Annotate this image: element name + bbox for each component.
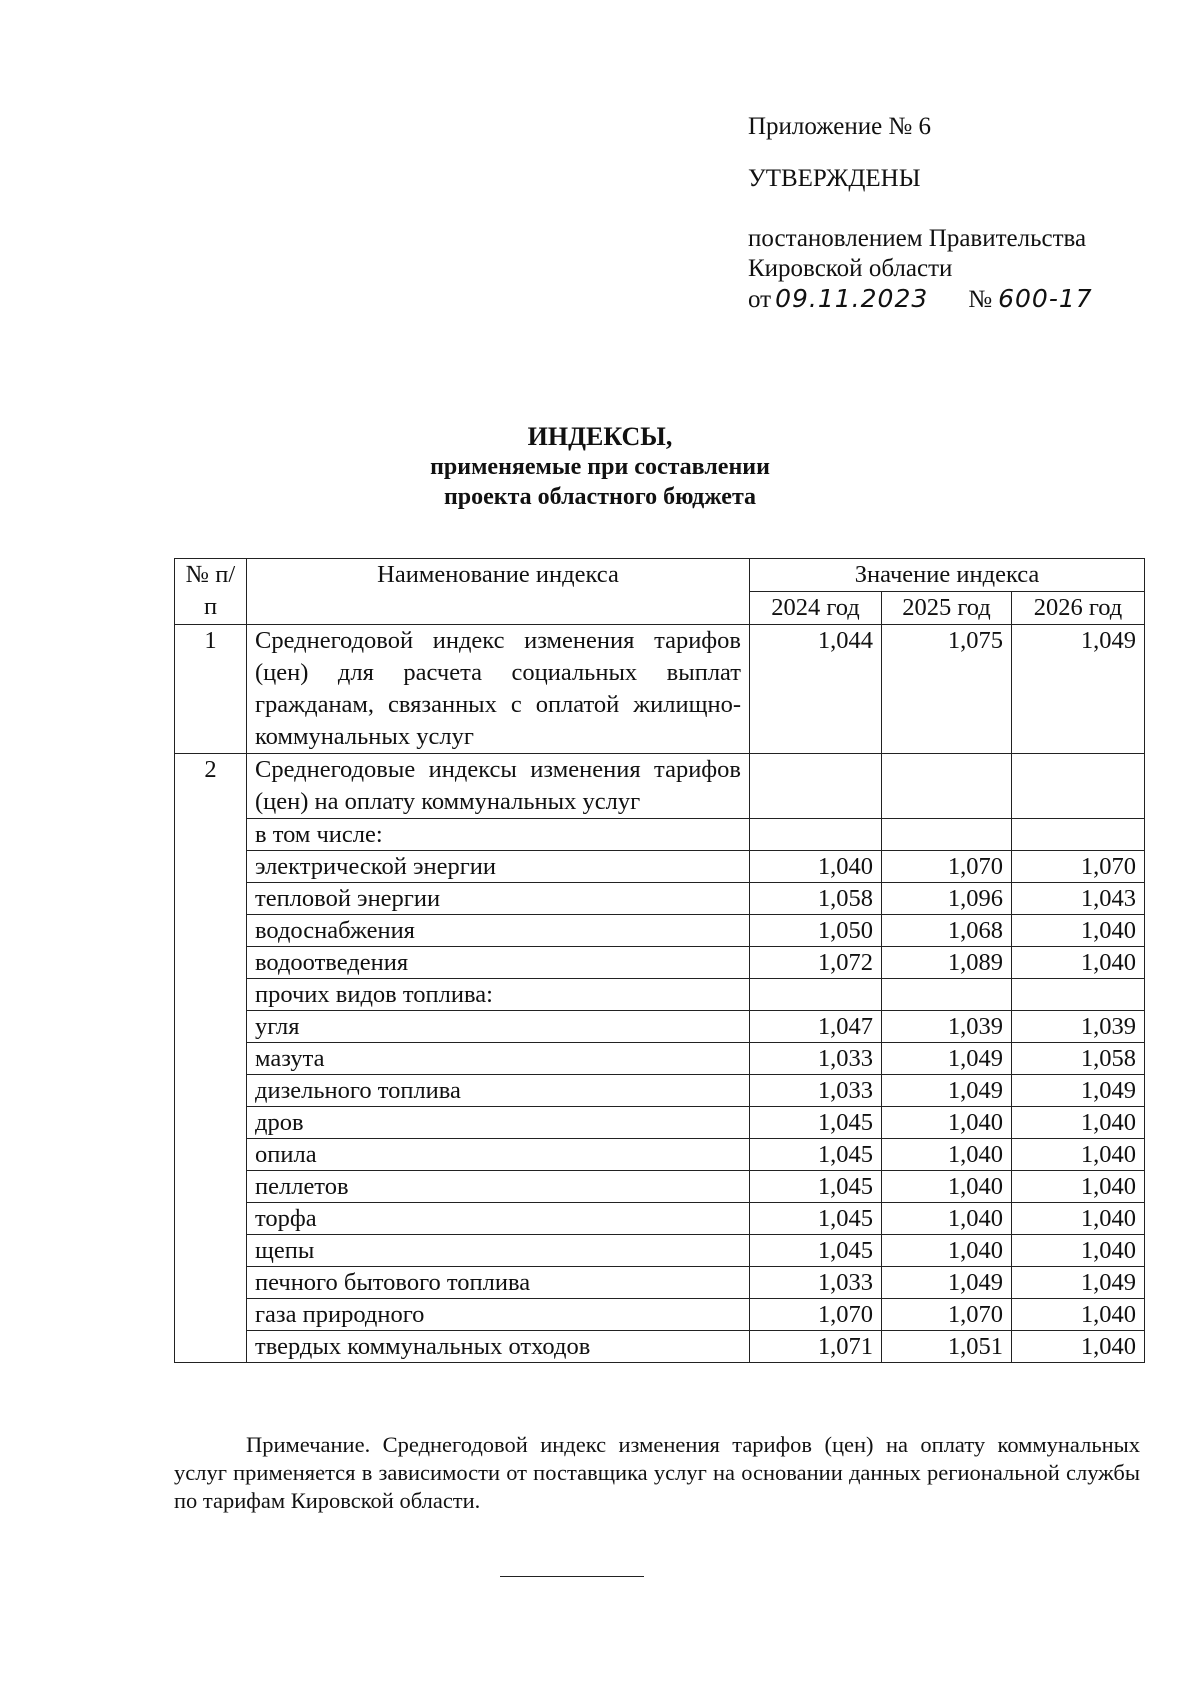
row-name: торфа xyxy=(247,1203,750,1235)
table-row xyxy=(175,1235,1145,1267)
row-number: 2 xyxy=(175,754,247,819)
header-no: № п/п xyxy=(175,559,247,625)
table-row xyxy=(175,819,1145,851)
row-name: электрической энергии xyxy=(247,851,750,883)
value-2025 xyxy=(882,979,1012,1011)
value-2024: 1,040 xyxy=(750,851,882,883)
value-2024: 1,044 xyxy=(750,625,882,754)
row-number xyxy=(175,915,247,947)
table-row xyxy=(175,1139,1145,1171)
title-main: ИНДЕКСЫ, xyxy=(527,422,673,451)
value-2024: 1,045 xyxy=(750,1235,882,1267)
approved-label: УТВЕРЖДЕНЫ xyxy=(748,165,921,192)
table-row xyxy=(175,1267,1145,1299)
row-name: газа природного xyxy=(247,1299,750,1331)
header-year-2026: 2026 год xyxy=(1012,592,1145,625)
table-row xyxy=(175,1107,1145,1139)
row-name: дров xyxy=(247,1107,750,1139)
value-2026: 1,049 xyxy=(1012,625,1145,754)
header-name: Наименование индекса xyxy=(247,559,750,625)
value-2026: 1,040 xyxy=(1012,1331,1145,1363)
value-2025: 1,039 xyxy=(882,1011,1012,1043)
header-year-2025: 2025 год xyxy=(882,592,1012,625)
value-2024 xyxy=(750,754,882,819)
approved-by-line2: Кировской области xyxy=(748,255,953,282)
table-row xyxy=(175,1203,1145,1235)
number-prefix: № xyxy=(968,286,993,313)
row-number xyxy=(175,1203,247,1235)
table-row xyxy=(175,1299,1145,1331)
footnote: Примечание. Среднегодовой индекс изменения тарифов (цен) на оплату коммунальных услуг применяется в зависимости от поставщика услуг на основании данных региональной службы по тарифам Кировской области. xyxy=(174,1432,1140,1513)
value-2026: 1,040 xyxy=(1012,1203,1145,1235)
value-2026: 1,049 xyxy=(1012,1267,1145,1299)
value-2026: 1,040 xyxy=(1012,1139,1145,1171)
appendix-label: Приложение № 6 xyxy=(748,113,932,140)
value-2024: 1,050 xyxy=(750,915,882,947)
value-2025: 1,070 xyxy=(882,851,1012,883)
value-2025: 1,068 xyxy=(882,915,1012,947)
row-name: щепы xyxy=(247,1235,750,1267)
value-2025: 1,049 xyxy=(882,1267,1012,1299)
table-row xyxy=(175,625,1145,754)
value-2026 xyxy=(1012,819,1145,851)
value-2025: 1,040 xyxy=(882,1203,1012,1235)
row-number xyxy=(175,851,247,883)
table-row xyxy=(175,851,1145,883)
table-row xyxy=(175,947,1145,979)
table-row xyxy=(175,1043,1145,1075)
value-2026: 1,040 xyxy=(1012,1171,1145,1203)
row-number xyxy=(175,1299,247,1331)
table-row xyxy=(175,915,1145,947)
value-2026: 1,070 xyxy=(1012,851,1145,883)
date-prefix: от xyxy=(748,286,772,313)
value-2025: 1,070 xyxy=(882,1299,1012,1331)
end-rule xyxy=(500,1576,644,1577)
table-row xyxy=(175,754,1145,819)
row-name: опила xyxy=(247,1139,750,1171)
row-number xyxy=(175,1267,247,1299)
row-number xyxy=(175,1331,247,1363)
value-2026 xyxy=(1012,754,1145,819)
value-2025 xyxy=(882,754,1012,819)
value-2025 xyxy=(882,819,1012,851)
row-name: мазута xyxy=(247,1043,750,1075)
value-2024: 1,058 xyxy=(750,883,882,915)
table-row xyxy=(175,1075,1145,1107)
title-line3: проекта областного бюджета xyxy=(443,484,757,510)
row-name: дизельного топлива xyxy=(247,1075,750,1107)
row-number: 1 xyxy=(175,625,247,754)
approved-by-line1: постановлением Правительства xyxy=(748,225,1087,252)
value-2024: 1,045 xyxy=(750,1139,882,1171)
row-name: водоснабжения xyxy=(247,915,750,947)
row-name: угля xyxy=(247,1011,750,1043)
value-2024: 1,033 xyxy=(750,1267,882,1299)
row-name: в том числе: xyxy=(247,819,750,851)
value-2024: 1,070 xyxy=(750,1299,882,1331)
row-name: Среднегодовые индексы изменения тарифов (цен) на оплату коммунальных услуг xyxy=(247,754,750,819)
value-2025: 1,040 xyxy=(882,1107,1012,1139)
value-2024: 1,047 xyxy=(750,1011,882,1043)
title-line2: применяемые при составлении xyxy=(430,454,770,480)
value-2025: 1,049 xyxy=(882,1043,1012,1075)
document-title xyxy=(0,422,1200,512)
value-2024: 1,033 xyxy=(750,1075,882,1107)
approval-block xyxy=(748,112,1093,315)
value-2026: 1,049 xyxy=(1012,1075,1145,1107)
header-year-2024: 2024 год xyxy=(750,592,882,625)
approval-date-line xyxy=(748,284,1093,315)
value-2025: 1,040 xyxy=(882,1235,1012,1267)
value-2026: 1,040 xyxy=(1012,1299,1145,1331)
row-name: водоотведения xyxy=(247,947,750,979)
row-name: прочих видов топлива: xyxy=(247,979,750,1011)
value-2024 xyxy=(750,979,882,1011)
table-row xyxy=(175,979,1145,1011)
row-name: тепловой энергии xyxy=(247,883,750,915)
value-2024 xyxy=(750,819,882,851)
row-name: Среднегодовой индекс изменения тарифов (цен) для расчета социальных выплат гражданам, связанных с оплатой жилищно-коммунальных услуг xyxy=(247,625,750,754)
value-2025: 1,096 xyxy=(882,883,1012,915)
header-value: Значение индекса xyxy=(750,559,1145,592)
value-2024: 1,045 xyxy=(750,1171,882,1203)
row-number xyxy=(175,1139,247,1171)
handwritten-date: 09.11.2023 xyxy=(775,284,929,313)
row-number xyxy=(175,883,247,915)
value-2025: 1,075 xyxy=(882,625,1012,754)
handwritten-number: 600-17 xyxy=(998,284,1093,313)
table-row xyxy=(175,883,1145,915)
indexes-table xyxy=(174,558,1145,1363)
value-2025: 1,049 xyxy=(882,1075,1012,1107)
row-name: пеллетов xyxy=(247,1171,750,1203)
row-number xyxy=(175,1107,247,1139)
row-number xyxy=(175,1235,247,1267)
value-2026 xyxy=(1012,979,1145,1011)
value-2025: 1,040 xyxy=(882,1171,1012,1203)
value-2026: 1,040 xyxy=(1012,1107,1145,1139)
value-2026: 1,058 xyxy=(1012,1043,1145,1075)
row-number xyxy=(175,979,247,1011)
value-2024: 1,071 xyxy=(750,1331,882,1363)
value-2026: 1,040 xyxy=(1012,947,1145,979)
row-number xyxy=(175,1171,247,1203)
value-2026: 1,043 xyxy=(1012,883,1145,915)
row-number xyxy=(175,1043,247,1075)
row-name: печного бытового топлива xyxy=(247,1267,750,1299)
row-number xyxy=(175,819,247,851)
table-row xyxy=(175,1331,1145,1363)
value-2024: 1,033 xyxy=(750,1043,882,1075)
row-name: твердых коммунальных отходов xyxy=(247,1331,750,1363)
value-2026: 1,040 xyxy=(1012,1235,1145,1267)
value-2026: 1,039 xyxy=(1012,1011,1145,1043)
table-row xyxy=(175,1171,1145,1203)
value-2025: 1,040 xyxy=(882,1139,1012,1171)
value-2024: 1,072 xyxy=(750,947,882,979)
value-2024: 1,045 xyxy=(750,1107,882,1139)
value-2025: 1,051 xyxy=(882,1331,1012,1363)
row-number xyxy=(175,1011,247,1043)
row-number xyxy=(175,1075,247,1107)
value-2026: 1,040 xyxy=(1012,915,1145,947)
value-2024: 1,045 xyxy=(750,1203,882,1235)
table-row xyxy=(175,1011,1145,1043)
row-number xyxy=(175,947,247,979)
value-2025: 1,089 xyxy=(882,947,1012,979)
